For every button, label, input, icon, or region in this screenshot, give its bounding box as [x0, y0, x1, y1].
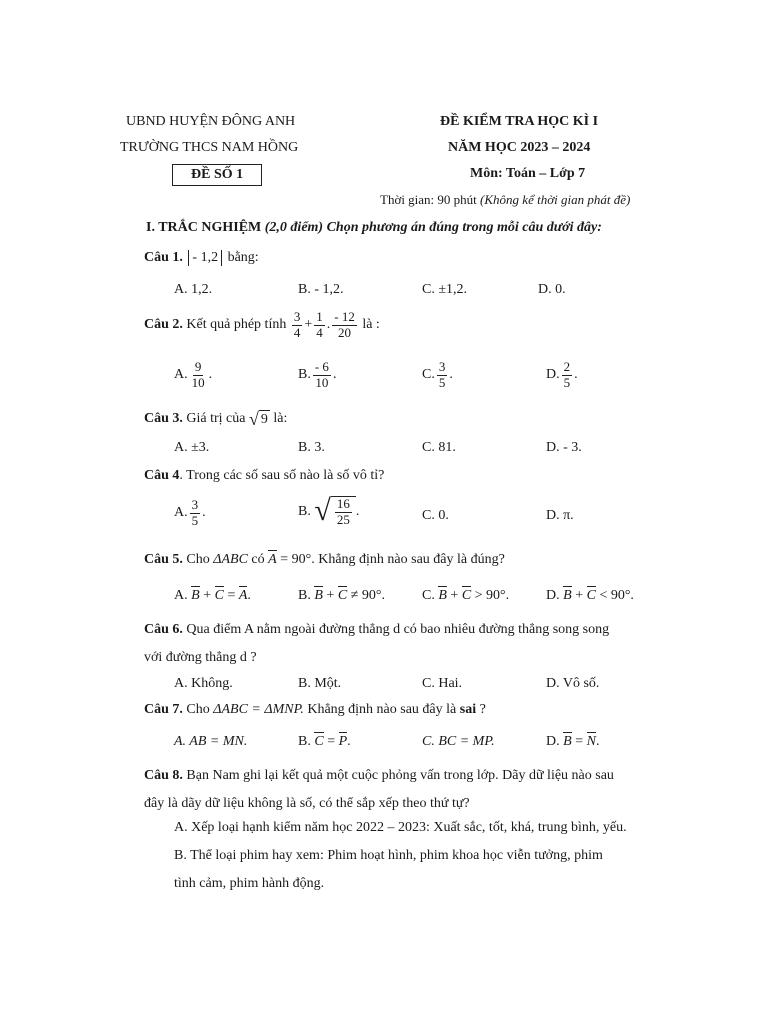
q7-option-a[interactable]: A. AB = MN. [174, 734, 248, 749]
q5-text-3: Khẳng định nào sau đây là đúng? [318, 552, 505, 567]
q5-triangle: ΔABC [213, 552, 248, 567]
exam-time [380, 192, 630, 208]
q5-angle-a: A [268, 552, 277, 567]
q5-option-c[interactable]: C. B + C > 90°. [422, 588, 510, 603]
q7-option-c[interactable]: C. BC = MP. [422, 734, 495, 749]
q8-option-b-line-2: tình cảm, phim hành động. [174, 876, 325, 891]
q4-option-d[interactable]: D. π. [546, 508, 574, 523]
q2-text-after: là : [362, 317, 380, 333]
q3-label: Câu 3. [144, 411, 183, 426]
q6-line-1: Qua điểm A nằm ngoài đường thẳng d có bao nhiêu đường thẳng song song [186, 622, 610, 637]
q3-option-a[interactable]: A. ±3. [174, 440, 210, 455]
q5-label: Câu 5. [144, 552, 183, 567]
q4-label: Câu 4 [144, 468, 180, 483]
question-8 [144, 762, 614, 818]
question-4 [144, 468, 384, 484]
q2-fraction-2: $\frac{1}{4}$ [316, 309, 323, 340]
q5-text-1: Cho [186, 552, 210, 567]
q2-option-a[interactable]: A. $\frac{9}{10}$ . [174, 359, 213, 390]
time-note: (Không kể thời gian phát đề) [480, 192, 631, 207]
q6-option-b[interactable]: B. Một. [298, 676, 342, 691]
q1-option-d[interactable]: D. 0. [538, 282, 566, 297]
q8-option-a[interactable]: A. Xếp loại hạnh kiểm năm học 2022 – 2023: Xuất sắc, tốt, khá, trung bình, yếu. [174, 820, 627, 835]
question-7 [144, 702, 486, 718]
q2-dot: . [326, 317, 331, 333]
q7-option-d[interactable]: D. B = N . [546, 734, 600, 749]
q3-option-d[interactable]: D. - 3. [546, 440, 582, 455]
q1-option-b[interactable]: B. - 1,2. [298, 282, 344, 297]
q7-emphasis: sai [459, 702, 477, 717]
q6-line-2: với đường thẳng d ? [144, 650, 257, 665]
question-5 [144, 552, 505, 568]
q3-option-b[interactable]: B. 3. [298, 440, 325, 455]
q7-label: Câu 7. [144, 702, 183, 717]
q3-option-c[interactable]: C. 81. [422, 440, 456, 455]
section-title [146, 220, 602, 236]
subject-grade: Môn: Toán – Lớp 7 [470, 166, 586, 181]
q6-label: Câu 6. [144, 622, 183, 637]
school-name: TRƯỜNG THCS NAM HỒNG [120, 140, 299, 155]
q4-option-a[interactable]: A. $\frac{3}{5}$ . [174, 497, 206, 528]
q1-option-a[interactable]: A. 1,2. [174, 282, 213, 297]
q8-line-1: Bạn Nam ghi lại kết quả một cuộc phỏng vấn trong lớp. Dãy dữ liệu nào sau [186, 768, 614, 783]
question-1 [144, 250, 259, 266]
q2-fraction-3: $\frac{- 12}{20}$ [334, 309, 355, 340]
q8-line-2: đây là dãy dữ liệu không là số, có thể sắp xếp theo thứ tự? [144, 796, 470, 811]
question-6 [144, 616, 609, 672]
q2-plus: + [304, 317, 313, 333]
q7-triangles: ΔABC = ΔMNP. [213, 702, 304, 717]
q6-option-c[interactable]: C. Hai. [422, 676, 463, 691]
q1-option-c[interactable]: C. ±1,2. [422, 282, 468, 297]
q4-option-c[interactable]: C. 0. [422, 508, 449, 523]
q3-text-before: Giá trị của [186, 411, 246, 426]
q5-eq90: = 90°. [280, 552, 315, 567]
q5-text-2: có [251, 552, 265, 567]
q4-text: . Trong các số sau số nào là số vô tỉ? [179, 468, 385, 483]
q8-option-b[interactable] [174, 842, 603, 898]
q6-option-a[interactable]: A. Không. [174, 676, 233, 691]
q5-option-a[interactable]: A. B + C = A . [174, 588, 251, 603]
q7-text-1: Cho [186, 702, 210, 717]
section-label: I. TRẮC NGHIỆM [146, 220, 262, 235]
exam-code-box: ĐỀ SỐ 1 [172, 164, 262, 186]
q1-abs-value: - 1,2 [188, 250, 222, 266]
question-2 [144, 310, 380, 341]
q7-option-b[interactable]: B. C = P . [298, 734, 351, 749]
q4-option-b[interactable]: B. √ $\frac{16}{25}$ . [298, 494, 360, 527]
q8-label: Câu 8. [144, 768, 183, 783]
q1-text: bằng: [227, 250, 259, 265]
q2-option-b[interactable]: B. $\frac{- 6}{10}$ . [298, 359, 337, 390]
q2-text-before: Kết quả phép tính [186, 317, 287, 333]
q2-option-c[interactable]: C. $\frac{3}{5}$ . [422, 359, 453, 390]
q5-option-d[interactable]: D. B + C < 90°. [546, 588, 634, 603]
q3-text-after: là: [273, 411, 288, 426]
section-instruction: (2,0 điểm) Chọn phương án đúng trong mỗi câu dưới đây: [264, 220, 602, 235]
q3-sqrt: √ 9 [249, 409, 268, 429]
q1-label: Câu 1. [144, 250, 183, 265]
q2-fraction-1: $\frac{3}{4}$ [293, 309, 301, 340]
q2-option-d[interactable]: D. $\frac{2}{5}$ . [546, 359, 578, 390]
question-3 [144, 410, 287, 428]
q2-label: Câu 2. [144, 317, 183, 333]
q8-option-b-line-1: B. Thể loại phim hay xem: Phim hoạt hình, phim khoa học viễn tưởng, phim [174, 848, 603, 863]
q6-option-d[interactable]: D. Vô số. [546, 676, 600, 691]
q5-option-b[interactable]: B. B + C ≠ 90°. [298, 588, 385, 603]
exam-title: ĐỀ KIỂM TRA HỌC KÌ I [440, 114, 599, 129]
district-name: UBND HUYỆN ĐÔNG ANH [126, 114, 296, 129]
school-year: NĂM HỌC 2023 – 2024 [448, 140, 591, 155]
q7-text-2: Khẳng định nào sau đây là [307, 702, 457, 717]
time-text: Thời gian: 90 phút [380, 192, 477, 207]
q7-text-3: ? [479, 702, 486, 717]
